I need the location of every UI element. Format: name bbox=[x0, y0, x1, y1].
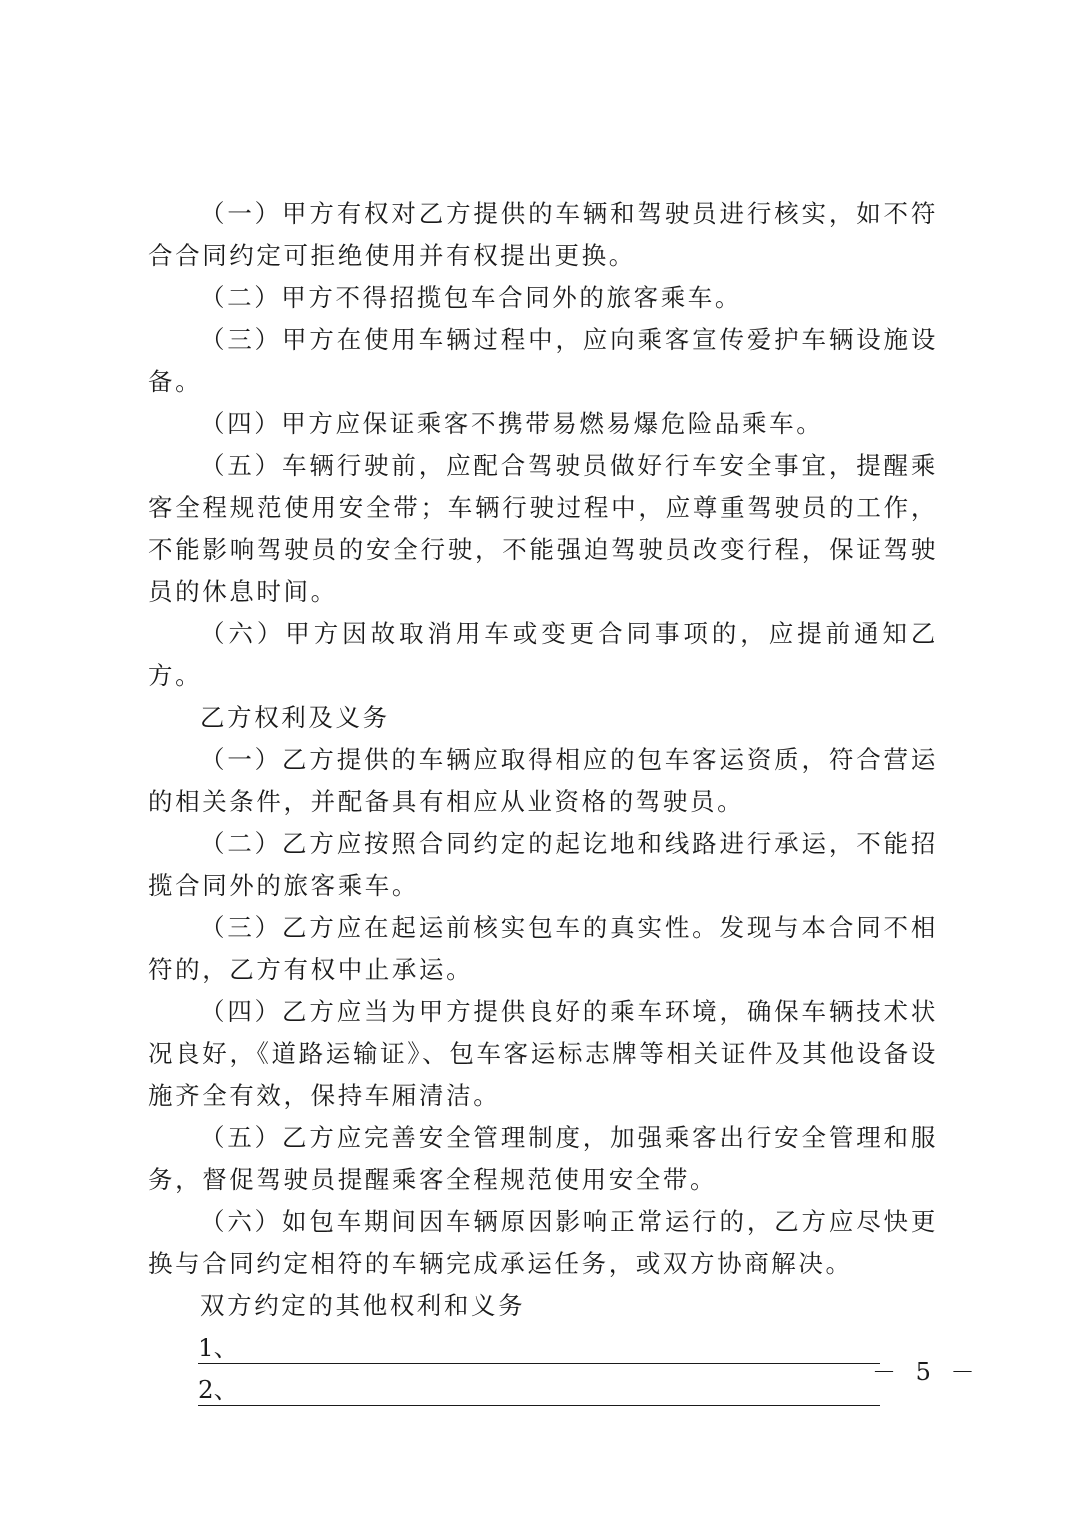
party-b-clause-5: （五）乙方应完善安全管理制度，加强乘客出行安全管理和服务，督促驾驶员提醒乘客全程规范使用安全带。 bbox=[148, 1123, 938, 1194]
party-b-clause-2: （二）乙方应按照合同约定的起讫地和线路进行承运，不能招揽合同外的旅客乘车。 bbox=[148, 829, 938, 900]
blank-line-number: 2、 bbox=[198, 1375, 239, 1404]
blank-fill-line-1 bbox=[198, 1327, 880, 1369]
party-a-clause-1: （一）甲方有权对乙方提供的车辆和驾驶员进行核实，如不符合合同约定可拒绝使用并有权提出更换。 bbox=[148, 199, 938, 270]
document-body bbox=[148, 193, 938, 1411]
party-b-clause-1: （一）乙方提供的车辆应取得相应的包车客运资质，符合营运的相关条件，并配备具有相应从业资格的驾驶员。 bbox=[148, 745, 938, 816]
blank-line-number: 1、 bbox=[198, 1333, 239, 1362]
party-b-section-heading: 乙方权利及义务 bbox=[200, 703, 390, 732]
party-a-clause-6: （六）甲方因故取消用车或变更合同事项的，应提前通知乙方。 bbox=[148, 619, 938, 690]
blank-fill-line-2 bbox=[198, 1369, 880, 1411]
party-b-clause-6: （六）如包车期间因车辆原因影响正常运行的，乙方应尽快更换与合同约定相符的车辆完成承运任务，或双方协商解决。 bbox=[148, 1207, 938, 1278]
party-a-clause-4: （四）甲方应保证乘客不携带易燃易爆危险品乘车。 bbox=[200, 409, 824, 438]
party-a-clause-2: （二）甲方不得招揽包车合同外的旅客乘车。 bbox=[200, 283, 742, 312]
party-b-clause-3: （三）乙方应在起运前核实包车的真实性。发现与本合同不相符的，乙方有权中止承运。 bbox=[148, 913, 938, 984]
party-a-clause-3: （三）甲方在使用车辆过程中，应向乘客宣传爱护车辆设施设备。 bbox=[148, 325, 938, 396]
underline bbox=[198, 1405, 880, 1406]
party-b-clause-4: （四）乙方应当为甲方提供良好的乘车环境，确保车辆技术状况良好，《道路运输证》、包车客运标志牌等相关证件及其他设备设施齐全有效，保持车厢清洁。 bbox=[148, 997, 938, 1110]
other-rights-heading: 双方约定的其他权利和义务 bbox=[200, 1291, 526, 1320]
party-a-clause-5: （五）车辆行驶前，应配合驾驶员做好行车安全事宜，提醒乘客全程规范使用安全带；车辆行驶过程中，应尊重驾驶员的工作，不能影响驾驶员的安全行驶，不能强迫驾驶员改变行程，保证驾驶员的休息时间。 bbox=[148, 451, 938, 606]
underline bbox=[198, 1363, 880, 1364]
page-number: － 5 － bbox=[872, 1358, 981, 1386]
